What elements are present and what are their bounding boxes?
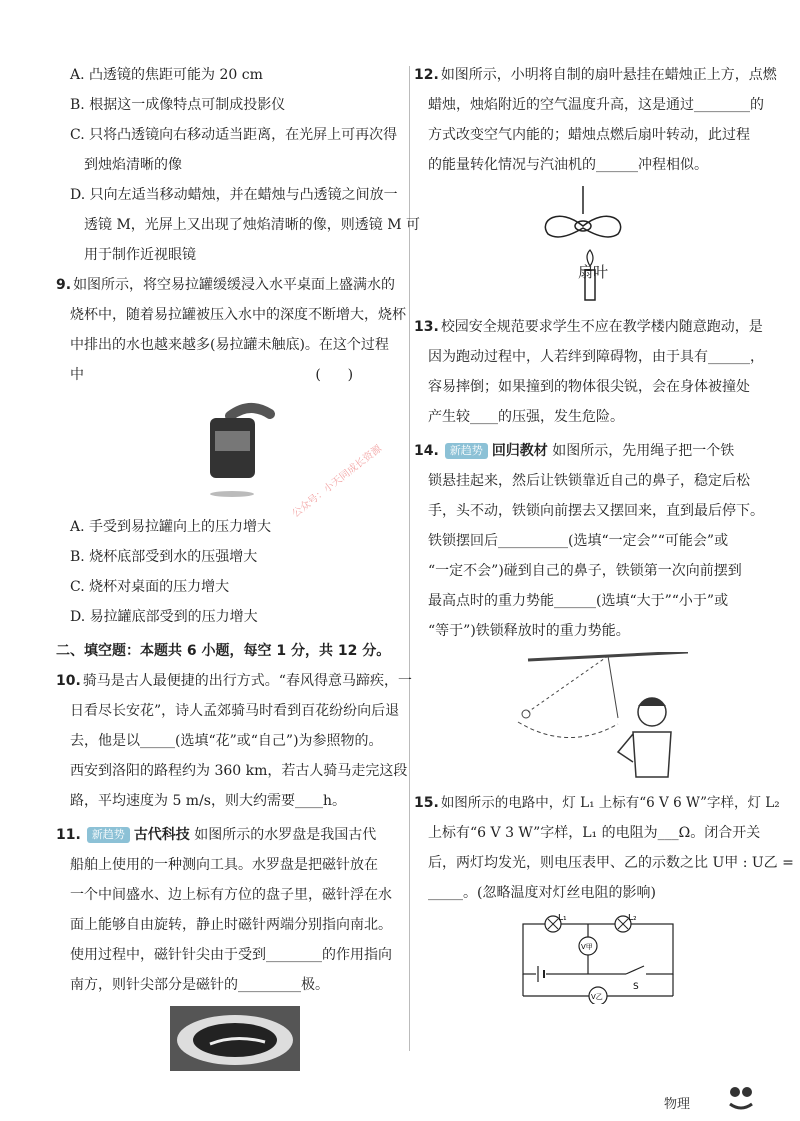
q14-title: 回归教材 [491,443,548,459]
q10-number: 10. [56,673,81,689]
right-column [414,60,794,1010]
q14-line-2: 锁悬挂起来，然后让铁锁靠近自己的鼻子，稳定后松 [428,473,750,489]
q8-option-d: D. 只向左适当移动蜡烛，并在蜡烛与凸透镜之间放一 [70,187,398,203]
q14-line-7: “等于”)铁锁释放时的重力势能。 [428,623,630,639]
left-column [56,60,421,1077]
q15-line-2: 上标有“6 V 3 W”字样，L₁ 的电阻为___Ω。闭合开关 [428,825,761,841]
q14-line-4: 铁锁摆回后__________(选填“一定会”“可能会”或 [428,533,729,549]
watermark: 公众号：小天同成长资源 [290,443,384,520]
pendulum-figure [468,652,688,782]
q14-line-6: 最高点时的重力势能______(选填“大于”“小于”或 [428,593,729,609]
q8-option-c: C. 只将凸透镜向右移动适当距离，在光屏上可再次得 [70,127,398,143]
footer-subject: 物理 [663,1097,690,1112]
q12-line-3: 方式改变空气内能的；蜡烛点燃后扇叶转动，此过程 [428,127,750,143]
q12-line-4: 的能量转化情况与汽油机的______冲程相似。 [428,157,708,173]
q15-line-1: 15. 如图所示的电路中，灯 L₁ 上标有“6 V 6 W”字样，灯 L₂ [414,795,780,811]
q11-number: 11. [56,827,81,843]
q12-line-2: 蜡烛，烛焰附近的空气温度升高，这是通过________的 [428,97,764,113]
q11-line-1: 11. 新趋势 古代科技 如图所示的水罗盘是我国古代 [56,827,377,843]
v2-label: V乙 [591,993,603,1001]
q14-line-3: 手，头不动，铁锁向前摆去又摆回来，直到最后停下。 [428,503,764,519]
fan-label: 扇叶 [578,263,609,281]
q8-option-c-cont: 到烛焰清晰的像 [84,157,182,173]
q13-line-1: 13. 校园安全规范要求学生不应在教学楼内随意跑动，是 [414,319,763,335]
q10-line-4: 西安到洛阳的路程约为 360 km，若古人骑马走完这段 [70,763,408,779]
q9-option-d: D. 易拉罐底部受到的压力增大 [70,609,258,625]
q12-line-1: 12. 如图所示，小明将自制的扇叶悬挂在蜡烛正上方，点燃 [414,67,777,83]
water-compass-figure [170,1006,300,1071]
q9-line-3: 中排出的水也越来越多(易拉罐未触底)。在这个过程 [70,337,389,353]
trend-tag: 新趋势 [87,827,130,843]
circuit-figure [508,914,688,1004]
q13-number: 13. [414,319,439,335]
q9-option-b: B. 烧杯底部受到水的压强增大 [70,549,258,565]
q9-number: 9. [56,277,72,293]
q15-line-3: 后，两灯均发光，则电压表甲、乙的示数之比 U甲 : U乙 = [428,855,794,871]
switch-label: S [633,982,639,992]
decorative-logo-icon [726,1082,756,1112]
q8-option-d-cont2: 用于制作近视眼镜 [84,247,196,263]
q8-option-a: A. 凸透镜的焦距可能为 20 cm [70,67,263,83]
q11-line-5: 使用过程中，磁针针尖由于受到________的作用指向 [70,947,392,963]
q9-option-c: C. 烧杯对桌面的压力增大 [70,579,230,595]
q14-line-5: “一定不会”)碰到自己的鼻子，铁锁第一次向前摆到 [428,563,742,579]
trend-tag: 新趋势 [445,443,488,459]
q14-number: 14. [414,443,439,459]
q9-option-a: A. 手受到易拉罐向上的压力增大 [70,519,272,535]
q13-line-3: 容易摔倒；如果撞到的物体很尖锐，会在身体被撞处 [428,379,750,395]
q15-line-4: _____。(忽略温度对灯丝电阻的影响) [428,885,656,901]
l1-label: L₁ [558,914,567,923]
q13-line-2: 因为跑动过程中，人若绊到障碍物，由于具有______， [428,349,764,365]
q10-line-1: 10. 骑马是古人最便捷的出行方式。“春风得意马蹄疾，一 [56,673,412,689]
q11-title: 古代科技 [133,827,190,843]
q9-line-1: 9. 如图所示，将空易拉罐缓缓浸入水平桌面上盛满水的 [56,277,396,293]
q10-line-2: 日看尽长安花”，诗人孟郊骑马时看到百花纷纷向后退 [70,703,400,719]
q11-line-4: 面上能够自由旋转，静止时磁针两端分别指向南北。 [70,917,392,933]
q12-number: 12. [414,67,439,83]
q10-line-3: 去，他是以_____(选填“花”或“自己”)为参照物的。 [70,733,383,749]
q11-line-6: 南方，则针尖部分是磁针的_________极。 [70,977,329,993]
l2-label: L₂ [628,914,637,923]
q13-line-4: 产生较____的压强，发生危险。 [428,409,624,425]
v1-label: V甲 [581,943,593,951]
can-in-beaker-figure [175,396,295,506]
fan-candle-figure [528,186,638,306]
q11-line-2: 船舶上使用的一种测向工具。水罗盘是把磁针放在 [70,857,378,873]
q11-line-3: 一个中间盛水、边上标有方位的盘子里，磁针浮在水 [70,887,392,903]
section-heading: 二、填空题：本题共 6 小题，每空 1 分，共 12 分。 [56,643,391,659]
q9-line-2: 烧杯中，随着易拉罐被压入水中的深度不断增大，烧杯 [70,307,406,323]
q14-line-1: 14. 新趋势 回归教材 如图所示，先用绳子把一个铁 [414,443,735,459]
q8-option-d-cont: 透镜 M，光屏上又出现了烛焰清晰的像，则透镜 M 可 [84,217,421,233]
q10-line-5: 路，平均速度为 5 m/s，则大约需要____h。 [70,793,347,809]
q8-option-b: B. 根据这一成像特点可制成投影仪 [70,97,286,113]
q15-number: 15. [414,795,439,811]
q9-line-4: 中 ( ) [70,367,354,383]
